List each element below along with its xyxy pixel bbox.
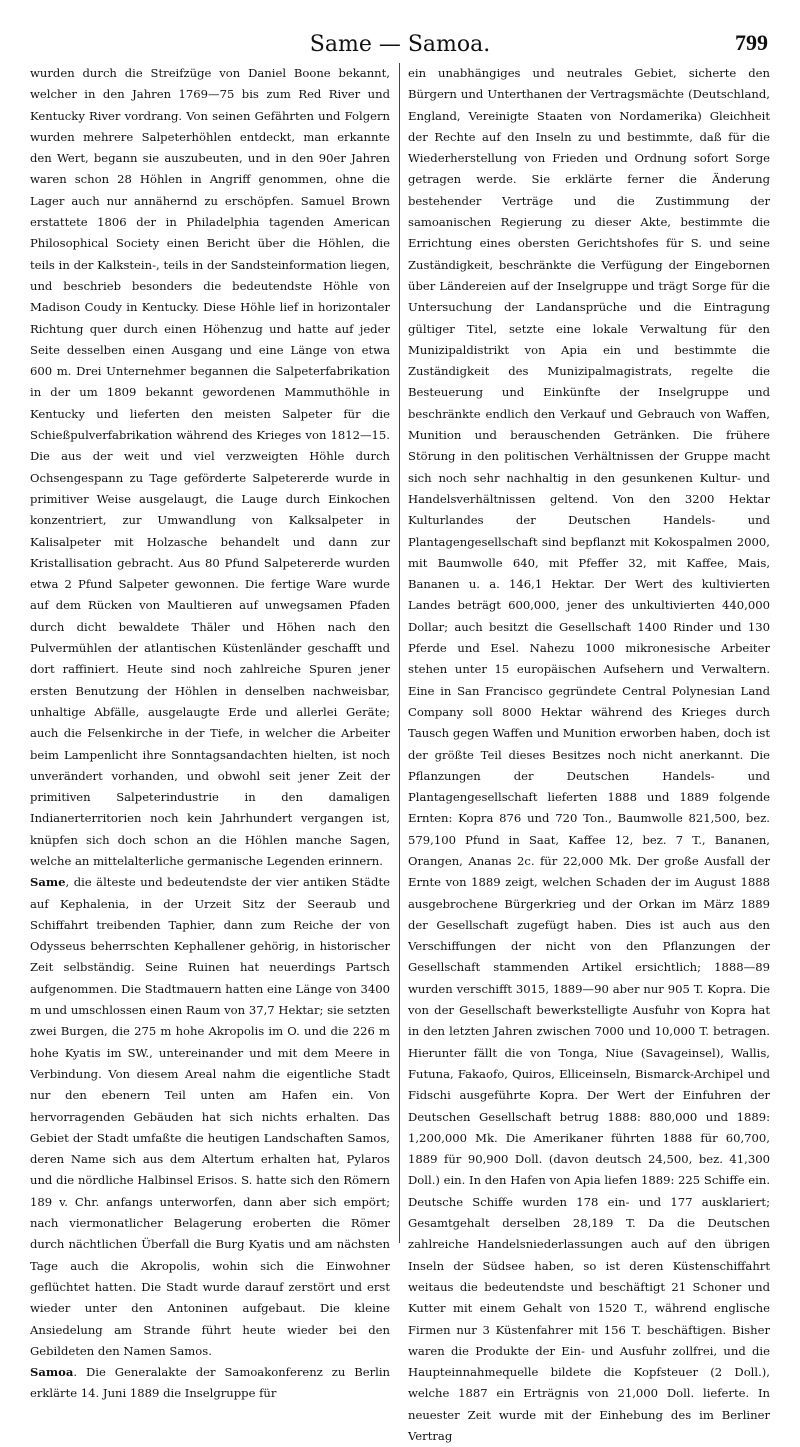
headword-same: Same	[30, 875, 66, 890]
page-header	[0, 28, 800, 58]
running-head: Same — Samoa.	[309, 32, 491, 57]
entry-samoa	[30, 1362, 390, 1405]
right-column	[408, 63, 770, 1443]
entry-same	[30, 872, 390, 1362]
samoa-continuation-paragraph: ein unabhängiges und neutrales Gebiet, sicherte den Bürgern und Unterthanen der Vertragsmächte (Deutschland, England, Vereinigte Staaten von Nordamerika) Gleichheit der Rechte auf den Inseln zu und bestimmte, daß für die Wiederherstellung von Frieden und Ordnung sofort Sorge getragen werde. Sie erklärte ferner die Änderung bestehender Verträge und die Zustimmung der samoanischen Regierung zu dieser Akte, bestimmte die Errichtung eines obersten Gerichtshofes für S. und seine Zuständigkeit, beschränkte die Verfügung der Eingebornen über Ländereien auf der Inselgruppe und trägt Sorge für die Untersuchung der Landansprüche und die Eintragung gültiger Titel, setzte eine lokale Verwaltung für den Munizipaldistrikt von Apia ein und bestimmte die Zuständigkeit des Munizipalmagistrats, regelte die Besteuerung und Einkünfte der Inselgruppe und beschränkte endlich den Verkauf und Gebrauch von Waffen, Munition und berauschenden Getränken. Die frühere Störung in den politischen Verhältnissen der Gruppe macht sich noch sehr nachhaltig in den gesunkenen Kultur- und Handelsverhältnissen geltend. Von den 3200 Hektar Kulturlandes der Deutschen Handels- und Plantagengesellschaft sind bepflanzt mit Kokospalmen 2000, mit Baumwolle 640, mit Pfeffer 32, mit Kaffee, Mais, Bananen u. a. 146,1 Hektar. Der Wert des kultivierten Landes beträgt 600,000, jener des unkultivierten 440,000 Dollar; auch besitzt die Gesellschaft 1400 Rinder und 130 Pferde und Esel. Nahezu 1000 mikronesische Arbeiter stehen unter 15 europäischen Aufsehern und Verwaltern. Eine in San Francisco gegründete Central Polynesian Land Company soll 8000 Hektar während des Krieges durch Tausch gegen Waffen und Munition erworben haben, doch ist der größte Teil dieses Besitzes noch nicht anerkannt. Die Pflanzungen der Deutschen Handels- und Plantagengesellschaft lieferten 1888 und 1889 folgende Ernten: Kopra 876 und 720 Ton., Baumwolle 821,500, bez. 579,100 Pfund in Saat, Kaffee 12, bez. 7 T., Bananen, Orangen, Ananas 2c. für 22,000 Mk. Der große Ausfall der Ernte von 1889 zeigt, welchen Schaden der im August 1888 ausgebrochene Bürgerkrieg und der Orkan im März 1889 der Gesellschaft zugefügt haben. Dies ist auch aus den Verschiffungen der nicht von den Pflanzungen der Gesellschaft stammenden Artikel ersichtlich; 1888—89 wurden verschifft 3015, 1889—90 aber nur 905 T. Kopra. Die von der Gesellschaft bewerkstelligte Ausfuhr von Kopra hat in den letzten Jahren zwischen 7000 und 10,000 T. betragen. Hierunter fällt die von Tonga, Niue (Savageinsel), Wallis, Futuna, Fakaofo, Quiros, Elliceinseln, Bismarck-Archipel und Fidschi ausgeführte Kopra. Der Wert der Einfuhren der Deutschen Gesellschaft betrug 1888: 880,000 und 1889: 1,200,000 Mk. Die Amerikaner führten 1888 für 60,700, 1889 für 90,900 Doll. (davon deutsch 24,500, bez. 41,300 Doll.) ein. In den Hafen von Apia liefen 1889: 225 Schiffe ein. Deutsche Schiffe wurden 178 ein- und 177 ausklariert; Gesamtgehalt derselben 28,189 T. Da die Deutschen zahlreiche Handelsniederlassungen auch auf den übrigen Inseln der Südsee haben, so ist deren Küstenschiffahrt weitaus die bedeutendste und beschäftigt 21 Schoner und Kutter mit einem Gehalt von 1520 T., während englische Firmen nur 3 Küstenfahrer mit 156 T. beschäftigen. Bisher waren die Produkte der Ein- und Ausfuhr zollfrei, und die Haupteinnahmequelle bildete die Kopfsteuer (2 Doll.), welche 1887 ein Erträgnis von 21,000 Doll. lieferte. In neuester Zeit wurde mit der Einhebung des im Berliner Vertrag	[408, 66, 770, 1443]
entry-samoa-text: . Die Generalakte der Samoakonferenz zu Berlin erklärte 14. Juni 1889 die Inselgruppe für	[30, 1365, 390, 1401]
left-column	[30, 63, 390, 1401]
column-divider	[399, 63, 400, 1243]
salpeter-continuation-paragraph: wurden durch die Streifzüge von Daniel Boone bekannt, welcher in den Jahren 1769—75 bis zum Red River und Kentucky River vordrang. Von seinen Gefährten und Folgern wurden mehrere Salpeterhöhlen entdeckt, man erkannte den Wert, begann sie auszubeuten, und in den 90er Jahren waren schon 28 Höhlen in Angriff genommen, ohne die Lager auch nur annähernd zu erschöpfen. Samuel Brown erstattete 1806 der in Philadelphia tagenden American Philosophical Society einen Bericht über die Höhlen, die teils in der Kalkstein-, teils in der Sandsteinformation liegen, und beschrieb besonders die bedeutendste Höhle von Madison Coudy in Kentucky. Diese Höhle lief in horizontaler Richtung quer durch einen Höhenzug und hatte auf jeder Seite desselben einen Ausgang und eine Länge von etwa 600 m. Drei Unternehmer begannen die Salpeterfabrikation in der um 1809 bekannt gewordenen Mammuthöhle in Kentucky und lieferten den meisten Salpeter für die Schießpulverfabrikation während des Krieges von 1812—15. Die aus der weit und viel verzweigten Höhle durch Ochsengespann zu Tage geförderte Salpetererde wurde in primitiver Weise ausgelaugt, die Lauge durch Einkochen konzentriert, zur Umwandlung von Kalksalpeter in Kalisalpeter mit Holzasche behandelt und dann zur Kristallisation gebracht. Aus 80 Pfund Salpetererde wurden etwa 2 Pfund Salpeter gewonnen. Die fertige Ware wurde auf dem Rücken von Maultieren auf unwegsamen Pfaden durch dicht bewaldete Thäler und Höhen nach den Pulvermühlen der atlantischen Küstenländer geschafft und dort raffiniert. Heute sind noch zahlreiche Spuren jener ersten Benutzung der Höhlen in denselben nachweisbar, unhaltige Abfälle, ausgelaugte Erde und allerlei Geräte; auch die Felsenkirche in der Tiefe, in welcher die Arbeiter beim Lampenlicht ihre Sonntagsandachten hielten, ist noch unverändert vorhanden, und obwohl seit jener Zeit der primitiven Salpeterindustrie in den damaligen Indianerterritorien noch kein Jahrhundert vergangen ist, knüpfen sich doch schon an die Höhlen manche Sagen, welche an mittelalterliche germanische Legenden erinnern.	[30, 66, 390, 868]
page-number: 799	[735, 30, 768, 55]
headword-samoa: Samoa	[30, 1365, 74, 1380]
entry-same-text: , die älteste und bedeutendste der vier antiken Städte auf Kephalenia, in der Urzeit Sitz der Seeraub und Schiffahrt treibenden Taphier, dann zum Reiche der von Odysseus beherrschten Kephallener gehörig, in historischer Zeit selbständig. Seine Ruinen hat neuerdings Partsch aufgenommen. Die Stadtmauern hatten eine Länge von 3400 m und umschlossen einen Raum von 37,7 Hektar; sie setzten zwei Burgen, die 275 m hohe Akropolis im O. und die 226 m hohe Kyatis im SW., untereinander und mit dem Meere in Verbindung. Von diesem Areal nahm die eigentliche Stadt nur den ebenern Teil unten am Hafen ein. Von hervorragenden Gebäuden hat sich nichts erhalten. Das Gebiet der Stadt umfaßte die heutigen Landschaften Samos, deren Name sich aus dem Altertum erhalten hat, Pylaros und die nördliche Halbinsel Erisos. S. hatte sich den Römern 189 v. Chr. anfangs unterworfen, dann aber sich empört; nach viermonatlicher Belagerung eroberten die Römer durch nächtlichen Überfall die Burg Kyatis und am nächsten Tage auch die Akropolis, wohin sich die Einwohner geflüchtet hatten. Die Stadt wurde darauf zerstört und erst wieder unter den Antoninen aufgebaut. Die kleine Ansiedelung am Strande führt heute wieder bei den Gebildeten den Namen Samos.	[30, 875, 390, 1358]
